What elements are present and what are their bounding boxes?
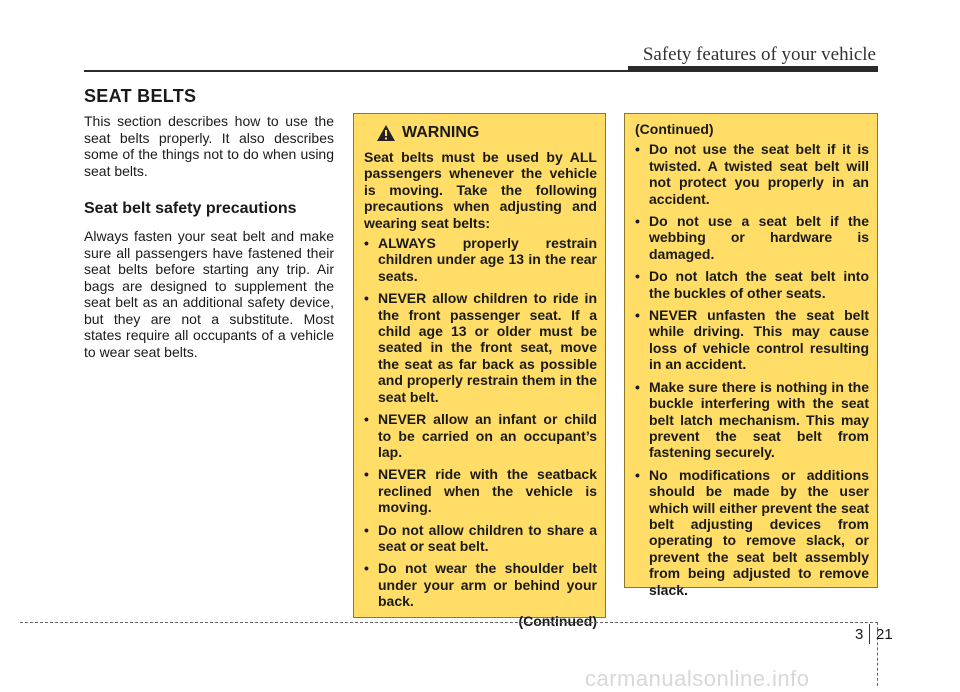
list-item: • Do not latch the seat belt into the buckles of other seats. <box>635 268 869 301</box>
list-item: • NEVER allow children to ride in the front passenger seat. If a child age 13 or older must be seated in the front seat, move the seat as far back as possible and properly restrain them in the seat belt. <box>364 290 597 405</box>
section-title: SEAT BELTS <box>84 86 197 106</box>
list-item: • NEVER unfasten the seat belt while driving. This may cause loss of vehicle control resulting in an accident. <box>635 307 869 373</box>
list-item: • NEVER allow an infant or child to be carried on an occupant’s lap. <box>364 411 597 460</box>
running-header: Safety features of your vehicle <box>642 44 876 65</box>
continued-list <box>635 141 869 598</box>
list-item: • No modifications or additions should be made by the user which will either prevent the seat belt adjusting devices from operating to remove slack, or prevent the seat belt assembly from being adjusted to remove slack. <box>635 466 869 598</box>
continued-label: (Continued) <box>635 121 714 137</box>
warning-title: WARNING <box>402 123 480 141</box>
list-item: • NEVER ride with the seatback reclined when the vehicle is moving. <box>364 466 597 516</box>
warning-header <box>376 124 597 142</box>
warning-triangle-icon <box>376 124 396 142</box>
precautions-heading: Seat belt safety precautions <box>84 200 297 217</box>
continued-label: (Continued) <box>518 612 597 629</box>
warning-box <box>353 113 606 629</box>
list-item: • ALWAYS properly restrain children under age 13 in the rear seats. <box>364 235 597 284</box>
list-item: • Do not allow children to share a seat or seat belt. <box>364 521 597 554</box>
watermark: carmanualsonline.info <box>585 666 810 691</box>
intro-paragraph: This section describes how to use the seat belts properly. It also describes some of the things not to do when using seat belts. <box>84 113 334 179</box>
list-item: • Do not wear the shoulder belt under your arm or behind your back. <box>364 560 597 610</box>
precautions-paragraph: Always fasten your seat belt and make sure all passengers have fastened their seat belts before starting any trip. Air bags are designed to supplement the seat belt as an additional safety device, but they are not a substitute. Most states require all occupants of a vehicle to wear seat belts. <box>84 228 334 360</box>
continued-warning-box <box>624 113 878 598</box>
warning-list <box>364 235 597 610</box>
footer-rule <box>20 622 878 623</box>
warning-lead: Seat belts must be used by ALL passengers whenever the vehicle is moving. Take the following precautions when adjusting and wearing seat belts: <box>364 149 597 231</box>
header-rule-accent <box>628 66 878 72</box>
page-number-separator <box>869 624 870 644</box>
chapter-number: 3 <box>855 626 864 643</box>
page-number: 21 <box>876 626 893 643</box>
list-item: • Do not use the seat belt if it is twisted. A twisted seat belt will not protect you properly in an accident. <box>635 141 869 207</box>
list-item: • Do not use a seat belt if the webbing or hardware is damaged. <box>635 213 869 262</box>
list-item: • Make sure there is nothing in the buckle interfering with the seat belt latch mechanism. This may prevent the seat belt from fastening securely. <box>635 378 869 461</box>
